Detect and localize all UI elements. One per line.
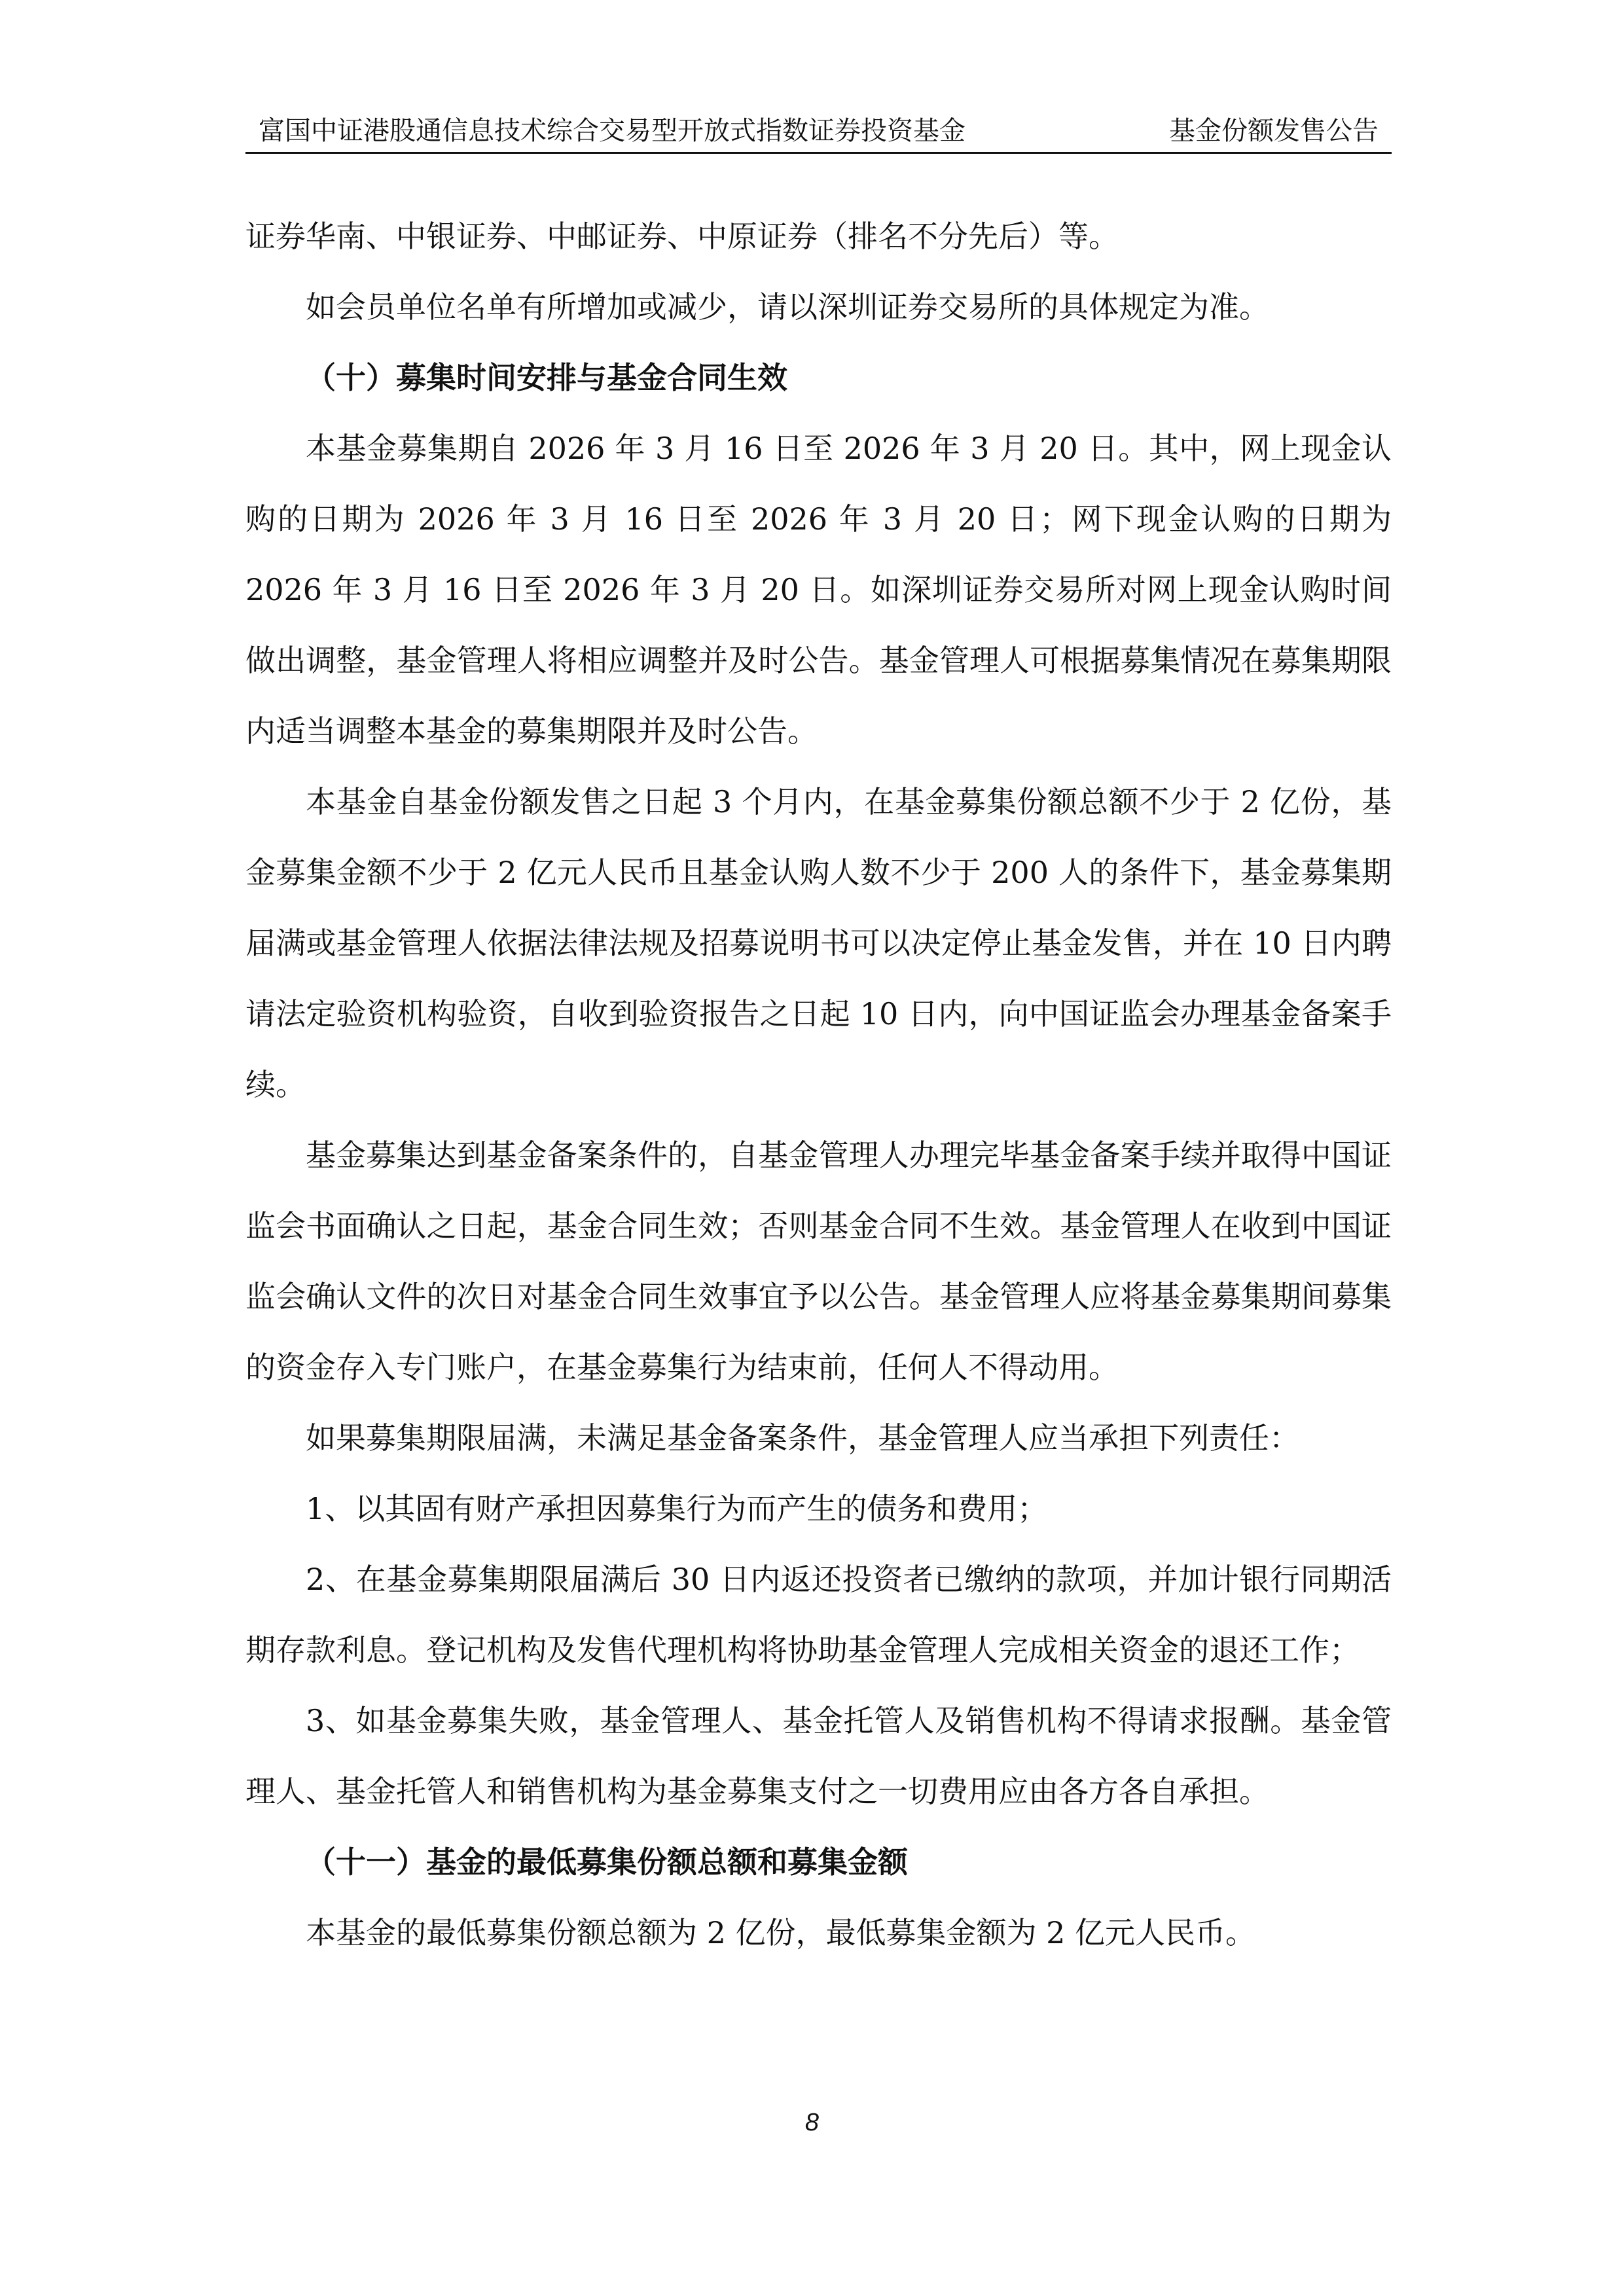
paragraph-member-list-end: 证券华南、中银证券、中邮证券、中原证券（排名不分先后）等。 — [245, 219, 1119, 254]
document-body — [245, 201, 1392, 1968]
header-divider — [245, 152, 1392, 154]
page-number: 8 — [804, 2109, 820, 2136]
header-document-title: 富国中证港股通信息技术综合交易型开放式指数证券投资基金 — [259, 116, 965, 146]
paragraph-filing-conditions: 本基金自基金份额发售之日起 3 个月内，在基金募集份额总额不少于 2 亿份，基金募集金额不少于 2 亿元人民币且基金认购人数不少于 200 人的条件下，基金募集期届满或基金管理人依据法律法规及招募说明书可以决定停止基金发售，并在 10 日内聘请法定验资机构验资，自收到验资报告之日起 10 日内，向中国证监会办理基金备案手续。 — [245, 784, 1392, 1102]
page-header — [245, 111, 1392, 152]
list-item-1: 1、以其固有财产承担因募集行为而产生的债务和费用； — [306, 1491, 1048, 1526]
paragraph-subscription-period: 本基金募集期自 2026 年 3 月 16 日至 2026 年 3 月 20 日。其中，网上现金认购的日期为 2026 年 3 月 16 日至 2026 年 3 月 20 日；网下现金认购的日期为 2026 年 3 月 16 日至 2026 年 3 月 20 日。如深圳证券交易所对网上现金认购时间做出调整，基金管理人将相应调整并及时公告。基金管理人可根据募集情况在募集期限内适当调整本基金的募集期限并及时公告。 — [245, 431, 1392, 749]
list-item-3: 3、如基金募集失败，基金管理人、基金托管人及销售机构不得请求报酬。基金管理人、基金托管人和销售机构为基金募集支付之一切费用应由各方各自承担。 — [245, 1703, 1392, 1809]
header-section-title: 基金份额发售公告 — [1169, 116, 1379, 146]
section-heading-11: （十一）基金的最低募集份额总额和募集金额 — [306, 1844, 908, 1880]
paragraph-minimum-amount: 本基金的最低募集份额总额为 2 亿份，最低募集金额为 2 亿元人民币。 — [306, 1915, 1256, 1950]
list-item-2: 2、在基金募集期限届满后 30 日内返还投资者已缴纳的款项，并加计银行同期活期存款利息。登记机构及发售代理机构将协助基金管理人完成相关资金的退还工作； — [245, 1562, 1392, 1668]
section-heading-10: （十）募集时间安排与基金合同生效 — [306, 360, 787, 395]
paragraph-contract-effective: 基金募集达到基金备案条件的，自基金管理人办理完毕基金备案手续并取得中国证监会书面确认之日起，基金合同生效；否则基金合同不生效。基金管理人在收到中国证监会确认文件的次日对基金合同生效事宜予以公告。基金管理人应将基金募集期间募集的资金存入专门账户，在基金募集行为结束前，任何人不得动用。 — [245, 1138, 1392, 1385]
paragraph-member-changes: 如会员单位名单有所增加或减少，请以深圳证券交易所的具体规定为准。 — [306, 289, 1269, 325]
paragraph-failure-liability: 如果募集期限届满，未满足基金备案条件，基金管理人应当承担下列责任： — [306, 1420, 1299, 1456]
